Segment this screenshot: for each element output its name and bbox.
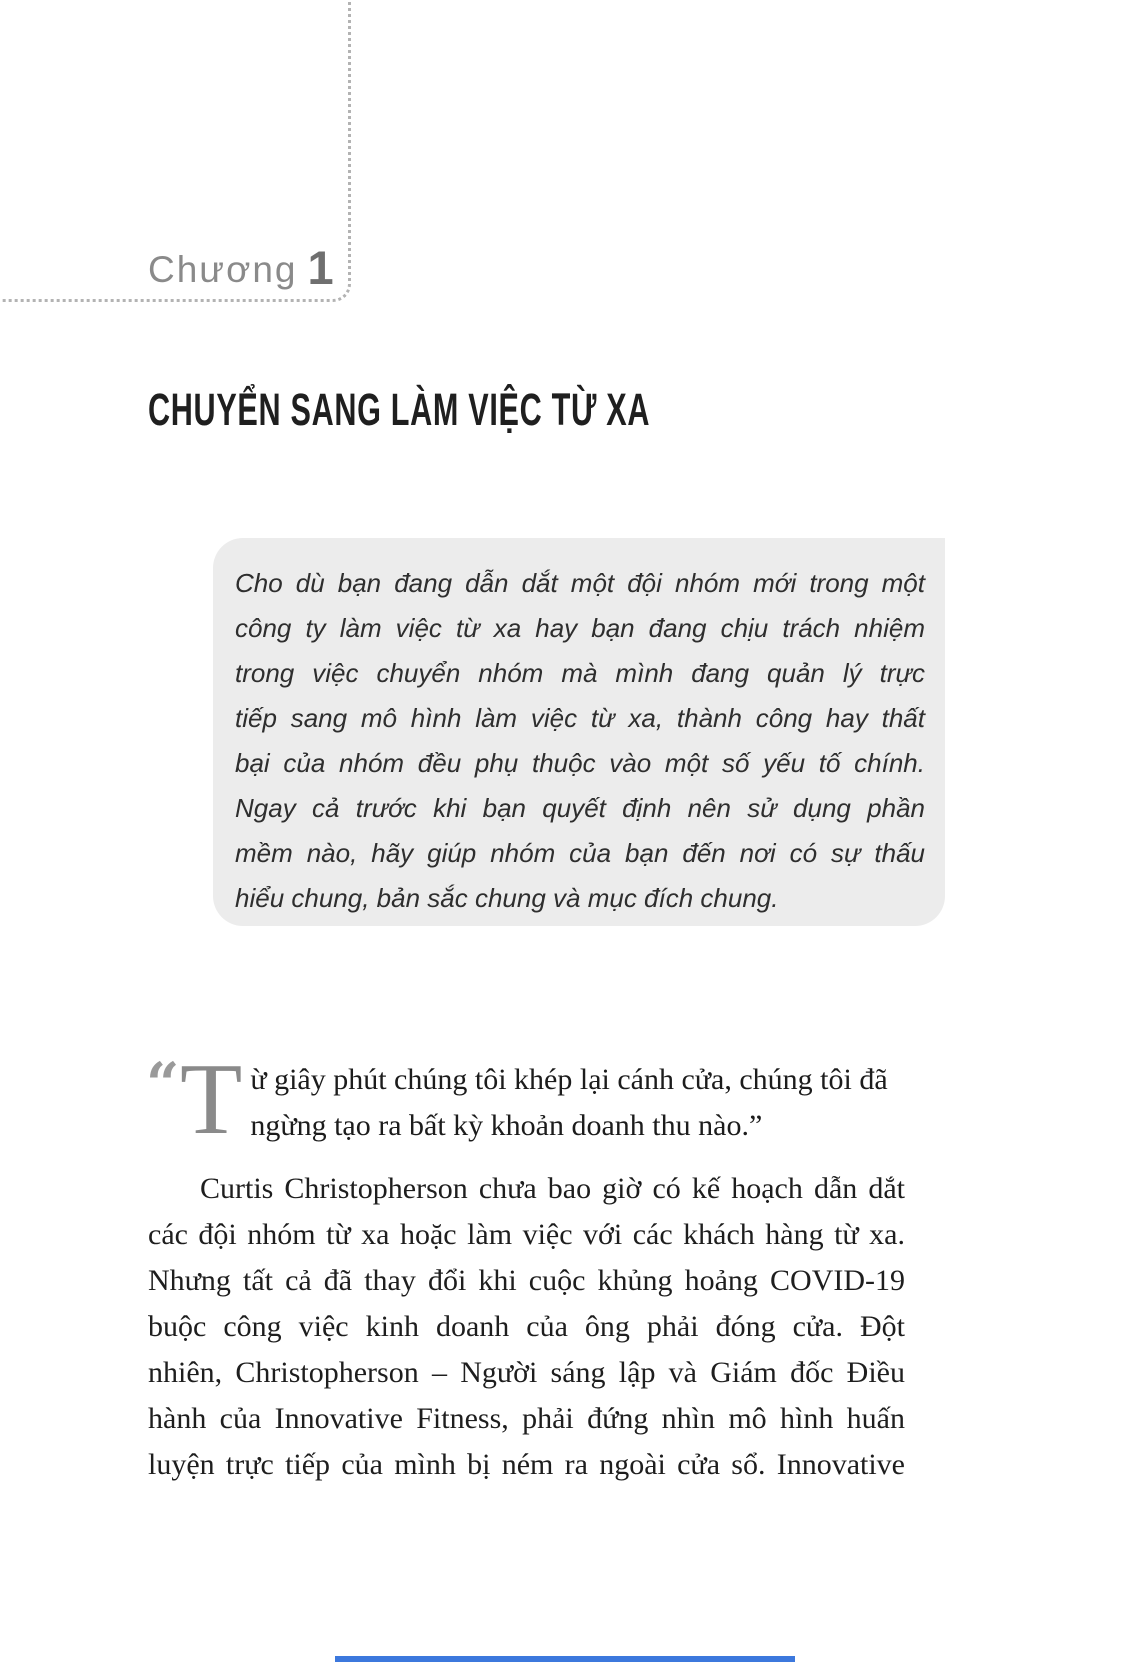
intro-line: Cho dù bạn đang dẫn dắt một đội nhóm mới trong một [235, 568, 925, 598]
body-paragraph [148, 1166, 905, 1488]
pull-quote [146, 1043, 906, 1156]
body-line: Nhưng tất cả đã thay đổi khi cuộc khủng hoảng COVID-19 [148, 1264, 905, 1297]
quote-text [250, 1057, 906, 1149]
body-line: buộc công việc kinh doanh của ông phải đóng cửa. Đột [148, 1310, 905, 1343]
chapter-number: 1 [307, 241, 334, 294]
intro-line: mềm nào, hãy giúp nhóm của bạn đến nơi có sự thấu [235, 838, 925, 868]
quote-line: ngừng tạo ra bất kỳ khoản doanh thu nào.” [250, 1109, 763, 1142]
body-line: hành của Innovative Fitness, phải đứng nhìn mô hình huấn [148, 1402, 905, 1435]
intro-line: bại của nhóm đều phụ thuộc vào một số yếu tố chính. [235, 748, 925, 778]
body-line: các đội nhóm từ xa hoặc làm việc với các khách hàng từ xa. [148, 1218, 905, 1251]
dropcap-letter: T [180, 1043, 243, 1156]
open-quote-icon: “ [146, 1050, 180, 1118]
quote-line: ừ giây phút chúng tôi khép lại cánh cửa, chúng tôi đã [250, 1063, 888, 1096]
intro-line: hiểu chung, bản sắc chung và mục đích chung. [235, 883, 779, 913]
intro-line: Ngay cả trước khi bạn quyết định nên sử dụng phần [235, 793, 925, 823]
intro-line: trong việc chuyển nhóm mà mình đang quản lý trực [235, 658, 925, 688]
body-line: nhiên, Christopherson – Người sáng lập và Giám đốc Điều [148, 1356, 905, 1389]
intro-quote-box [213, 538, 945, 926]
body-line: Curtis Christopherson chưa bao giờ có kế hoạch dẫn dắt [200, 1172, 905, 1205]
page-title: CHUYỂN SANG LÀM VIỆC TỪ XA [148, 384, 651, 435]
chapter-label: Chương [148, 249, 298, 290]
intro-line: công ty làm việc từ xa hay bạn đang chịu trách nhiệm [235, 613, 925, 643]
chapter-heading [148, 240, 334, 295]
progress-indicator [335, 1656, 795, 1662]
body-line: luyện trực tiếp của mình bị ném ra ngoài cửa sổ. Innovative [148, 1448, 905, 1481]
intro-line: tiếp sang mô hình làm việc từ xa, thành công hay thất [235, 703, 925, 733]
